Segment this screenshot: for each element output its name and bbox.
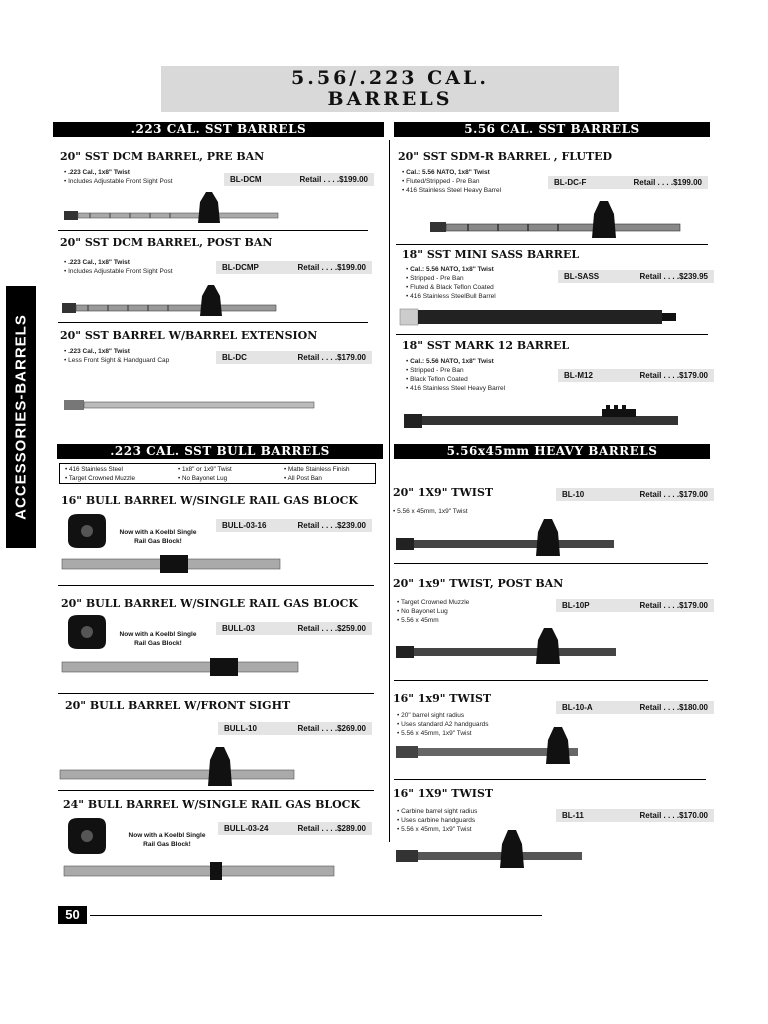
divider [58, 585, 374, 586]
bullet: Less Front Sight & Handguard Cap [68, 357, 170, 364]
product-sku: BL-DCMP [222, 263, 259, 272]
product-title: 16" 1x9" TWIST [393, 692, 492, 705]
divider [396, 244, 708, 245]
product-sku: BULL-10 [224, 724, 257, 733]
spec-item: • Target Crowned Muzzle [65, 475, 135, 482]
bullet: 5.56 x 45mm, 1x9" Twist [401, 826, 472, 833]
product-title: 20" 1x9" TWIST, POST BAN [393, 577, 564, 590]
product-retail: Retail . . . .$179.00 [639, 601, 708, 610]
page-number: 50 [58, 906, 87, 924]
product-bullets: • 20" barrel sight radius • Uses standard A2 handguards • 5.56 x 45mm, 1x9" Twist [397, 712, 489, 737]
bullet: Uses carbine handguards [401, 817, 476, 824]
product-bullets: • Cal.: 5.56 NATO, 1x8" Twist • Stripped - Pre Ban • Black Teflon Coated • 416 Stainless Steel Heavy Barrel [406, 358, 506, 392]
product-title: 20" SST SDM-R BARREL , FLUTED [398, 150, 613, 163]
product-retail: Retail . . . .$179.00 [297, 353, 366, 362]
note-line: Rail Gas Block! [134, 640, 182, 647]
note-line: Now with a Koelbl Single [128, 832, 206, 839]
divider [58, 790, 374, 791]
product-sku: BL-M12 [564, 371, 593, 380]
gas-block-note [108, 528, 208, 546]
bullet: Target Crowned Muzzle [400, 599, 470, 606]
product-retail: Retail . . . .$239.00 [297, 521, 366, 530]
note-line: Rail Gas Block! [143, 841, 191, 848]
barrel-image [394, 724, 584, 768]
page-title-line2: BARRELS [327, 88, 453, 110]
price-bar [216, 351, 372, 364]
product-sku: BULL-03-16 [222, 521, 267, 530]
product-sku: BL-10-A [562, 703, 593, 712]
bullet: Cal.: 5.56 NATO, 1x8" Twist [410, 358, 494, 365]
price-bar [548, 176, 708, 189]
product-title: 16" BULL BARREL W/SINGLE RAIL GAS BLOCK [61, 494, 358, 507]
bullet: 5.56 x 45mm, 1x9" Twist [397, 508, 468, 515]
product-title: 18" SST MARK 12 BARREL [402, 339, 570, 352]
product-title: 20" SST DCM BARREL, POST BAN [60, 236, 273, 249]
bullet: Stripped - Pre Ban [410, 367, 464, 374]
product-title: 18" SST MINI SASS BARREL [402, 248, 580, 261]
barrel-image [58, 744, 298, 788]
product-sku: BL-DCM [230, 175, 262, 184]
bullet: .223 Cal., 1x8" Twist [68, 259, 130, 266]
barrel-image [60, 657, 302, 679]
bullet: Includes Adjustable Front Sight Post [68, 268, 173, 275]
product-sku: BL-DC [222, 353, 247, 362]
bullet: Uses standard A2 handguards [401, 721, 489, 728]
product-sku: BL-DC-F [554, 178, 587, 187]
bullet: Fluted/Stripped - Pre Ban [406, 178, 480, 185]
bullet: Cal.: 5.56 NATO, 1x8" Twist [410, 266, 494, 273]
bullet: Carbine barrel sight radius [401, 808, 478, 815]
product-title: 16" 1X9" TWIST [393, 787, 494, 800]
product-bullets: • Target Crowned Muzzle • No Bayonet Lug • 5.56 x 45mm [397, 599, 470, 624]
divider [396, 334, 708, 335]
gas-block-image [64, 512, 110, 550]
product-sku: BULL-03 [222, 624, 255, 633]
divider [394, 680, 708, 681]
product-retail: Retail . . . .$239.95 [639, 272, 708, 281]
product-bullets: • 5.56 x 45mm, 1x9" Twist [393, 508, 468, 515]
price-bar [216, 519, 372, 532]
product-sku: BL-10 [562, 490, 585, 499]
price-bar [556, 701, 714, 714]
product-bullets: • .223 Cal., 1x8" Twist • Includes Adjustable Front Sight Post [64, 169, 173, 185]
price-bar [556, 599, 714, 612]
column-divider [389, 140, 390, 842]
bullet: Includes Adjustable Front Sight Post [68, 178, 173, 185]
section-header-heavy: 5.56x45mm HEAVY BARRELS [394, 444, 710, 459]
product-sku: BL-SASS [564, 272, 600, 281]
spec-item: • All Post Ban [284, 475, 322, 482]
gas-block-image [64, 613, 110, 651]
bullet: 416 Stainless Steel Heavy Barrel [410, 385, 506, 392]
price-bar [556, 488, 714, 501]
barrel-image [58, 282, 280, 320]
divider [394, 779, 706, 780]
price-bar [218, 822, 372, 835]
side-tab [6, 286, 36, 548]
bullet: 5.56 x 45mm [401, 617, 439, 624]
bullet: 20" barrel sight radius [401, 712, 465, 719]
product-title: 20" SST BARREL W/BARREL EXTENSION [60, 329, 318, 342]
spec-item: • 416 Stainless Steel [65, 466, 123, 473]
section-header-223-sst: .223 CAL. SST BARRELS [53, 122, 384, 137]
product-sku: BULL-03-24 [224, 824, 269, 833]
barrel-image [60, 188, 282, 228]
divider [58, 322, 368, 323]
note-line: Rail Gas Block! [134, 538, 182, 545]
bull-spec-box [59, 463, 376, 484]
product-retail: Retail . . . .$259.00 [297, 624, 366, 633]
product-retail: Retail . . . .$269.00 [297, 724, 366, 733]
barrel-image [428, 198, 684, 242]
spec-item: • 1x8" or 1x9" Twist [178, 466, 232, 473]
gas-block-note [118, 831, 216, 849]
side-tab-label: ACCESSORIES-BARRELS [12, 314, 30, 520]
barrel-image [60, 554, 284, 576]
bullet: .223 Cal., 1x8" Twist [68, 348, 130, 355]
price-bar [224, 173, 374, 186]
product-retail: Retail . . . .$199.00 [633, 178, 702, 187]
gas-block-note [108, 630, 208, 648]
product-sku: BL-11 [562, 811, 584, 820]
barrel-image [394, 826, 588, 870]
bullet: 416 Stainless Steel Heavy Barrel [406, 187, 502, 194]
footer-rule [90, 915, 542, 916]
product-title: 24" BULL BARREL W/SINGLE RAIL GAS BLOCK [63, 798, 360, 811]
bullet: Cal.: 5.56 NATO, 1x8" Twist [406, 169, 490, 176]
barrel-image [394, 516, 622, 558]
price-bar [218, 722, 372, 735]
price-bar [216, 261, 372, 274]
product-retail: Retail . . . .$199.00 [299, 175, 368, 184]
price-bar [216, 622, 372, 635]
bullet: .223 Cal., 1x8" Twist [68, 169, 130, 176]
product-bullets: • Cal.: 5.56 NATO, 1x8" Twist • Stripped - Pre Ban • Fluted & Black Teflon Coated • 416 Stainless SteelBull Barrel [406, 266, 496, 300]
product-bullets: • .223 Cal., 1x8" Twist • Includes Adjustable Front Sight Post [64, 259, 173, 275]
product-title: 20" 1X9" TWIST [393, 486, 494, 499]
gas-block-image [64, 816, 110, 856]
bullet: Stripped - Pre Ban [410, 275, 464, 282]
barrel-image [62, 860, 338, 884]
note-line: Now with a Koelbl Single [119, 529, 197, 536]
price-bar [558, 270, 714, 283]
product-bullets: • Carbine barrel sight radius • Uses carbine handguards • 5.56 x 45mm, 1x9" Twist [397, 808, 478, 833]
spec-item: • No Bayonet Lug [178, 475, 228, 482]
bullet: No Bayonet Lug [401, 608, 448, 615]
product-retail: Retail . . . .$180.00 [639, 703, 708, 712]
divider [58, 230, 368, 231]
product-sku: BL-10P [562, 601, 590, 610]
note-line: Now with a Koelbl Single [119, 631, 197, 638]
barrel-image [394, 626, 622, 668]
product-retail: Retail . . . .$170.00 [639, 811, 708, 820]
price-bar [556, 809, 714, 822]
section-header-bull: .223 CAL. SST BULL BARRELS [57, 444, 383, 459]
bullet: 416 Stainless SteelBull Barrel [410, 293, 496, 300]
product-retail: Retail . . . .$179.00 [639, 490, 708, 499]
product-retail: Retail . . . .$289.00 [297, 824, 366, 833]
barrel-image [398, 305, 680, 331]
product-retail: Retail . . . .$179.00 [639, 371, 708, 380]
bullet: Fluted & Black Teflon Coated [410, 284, 494, 291]
barrel-image [402, 400, 684, 430]
divider [58, 693, 374, 694]
section-header-556-sst: 5.56 CAL. SST BARRELS [394, 122, 710, 137]
product-title: 20" BULL BARREL W/FRONT SIGHT [65, 699, 291, 712]
product-retail: Retail . . . .$199.00 [297, 263, 366, 272]
product-title: 20" BULL BARREL W/SINGLE RAIL GAS BLOCK [61, 597, 358, 610]
price-bar [558, 369, 714, 382]
product-bullets: • .223 Cal., 1x8" Twist • Less Front Sight & Handguard Cap [64, 348, 170, 364]
product-bullets: • Cal.: 5.56 NATO, 1x8" Twist • Fluted/Stripped - Pre Ban • 416 Stainless Steel Heavy Barrel [402, 169, 502, 194]
spec-item: • Matte Stainless Finish [284, 466, 350, 473]
page-title [161, 66, 619, 112]
page-title-line1: 5.56/.223 CAL. [291, 67, 489, 89]
bullet: Black Teflon Coated [410, 376, 468, 383]
bullet: 5.56 x 45mm, 1x9" Twist [401, 730, 472, 737]
barrel-image [62, 395, 318, 417]
product-title: 20" SST DCM BARREL, PRE BAN [60, 150, 265, 163]
divider [394, 563, 708, 564]
